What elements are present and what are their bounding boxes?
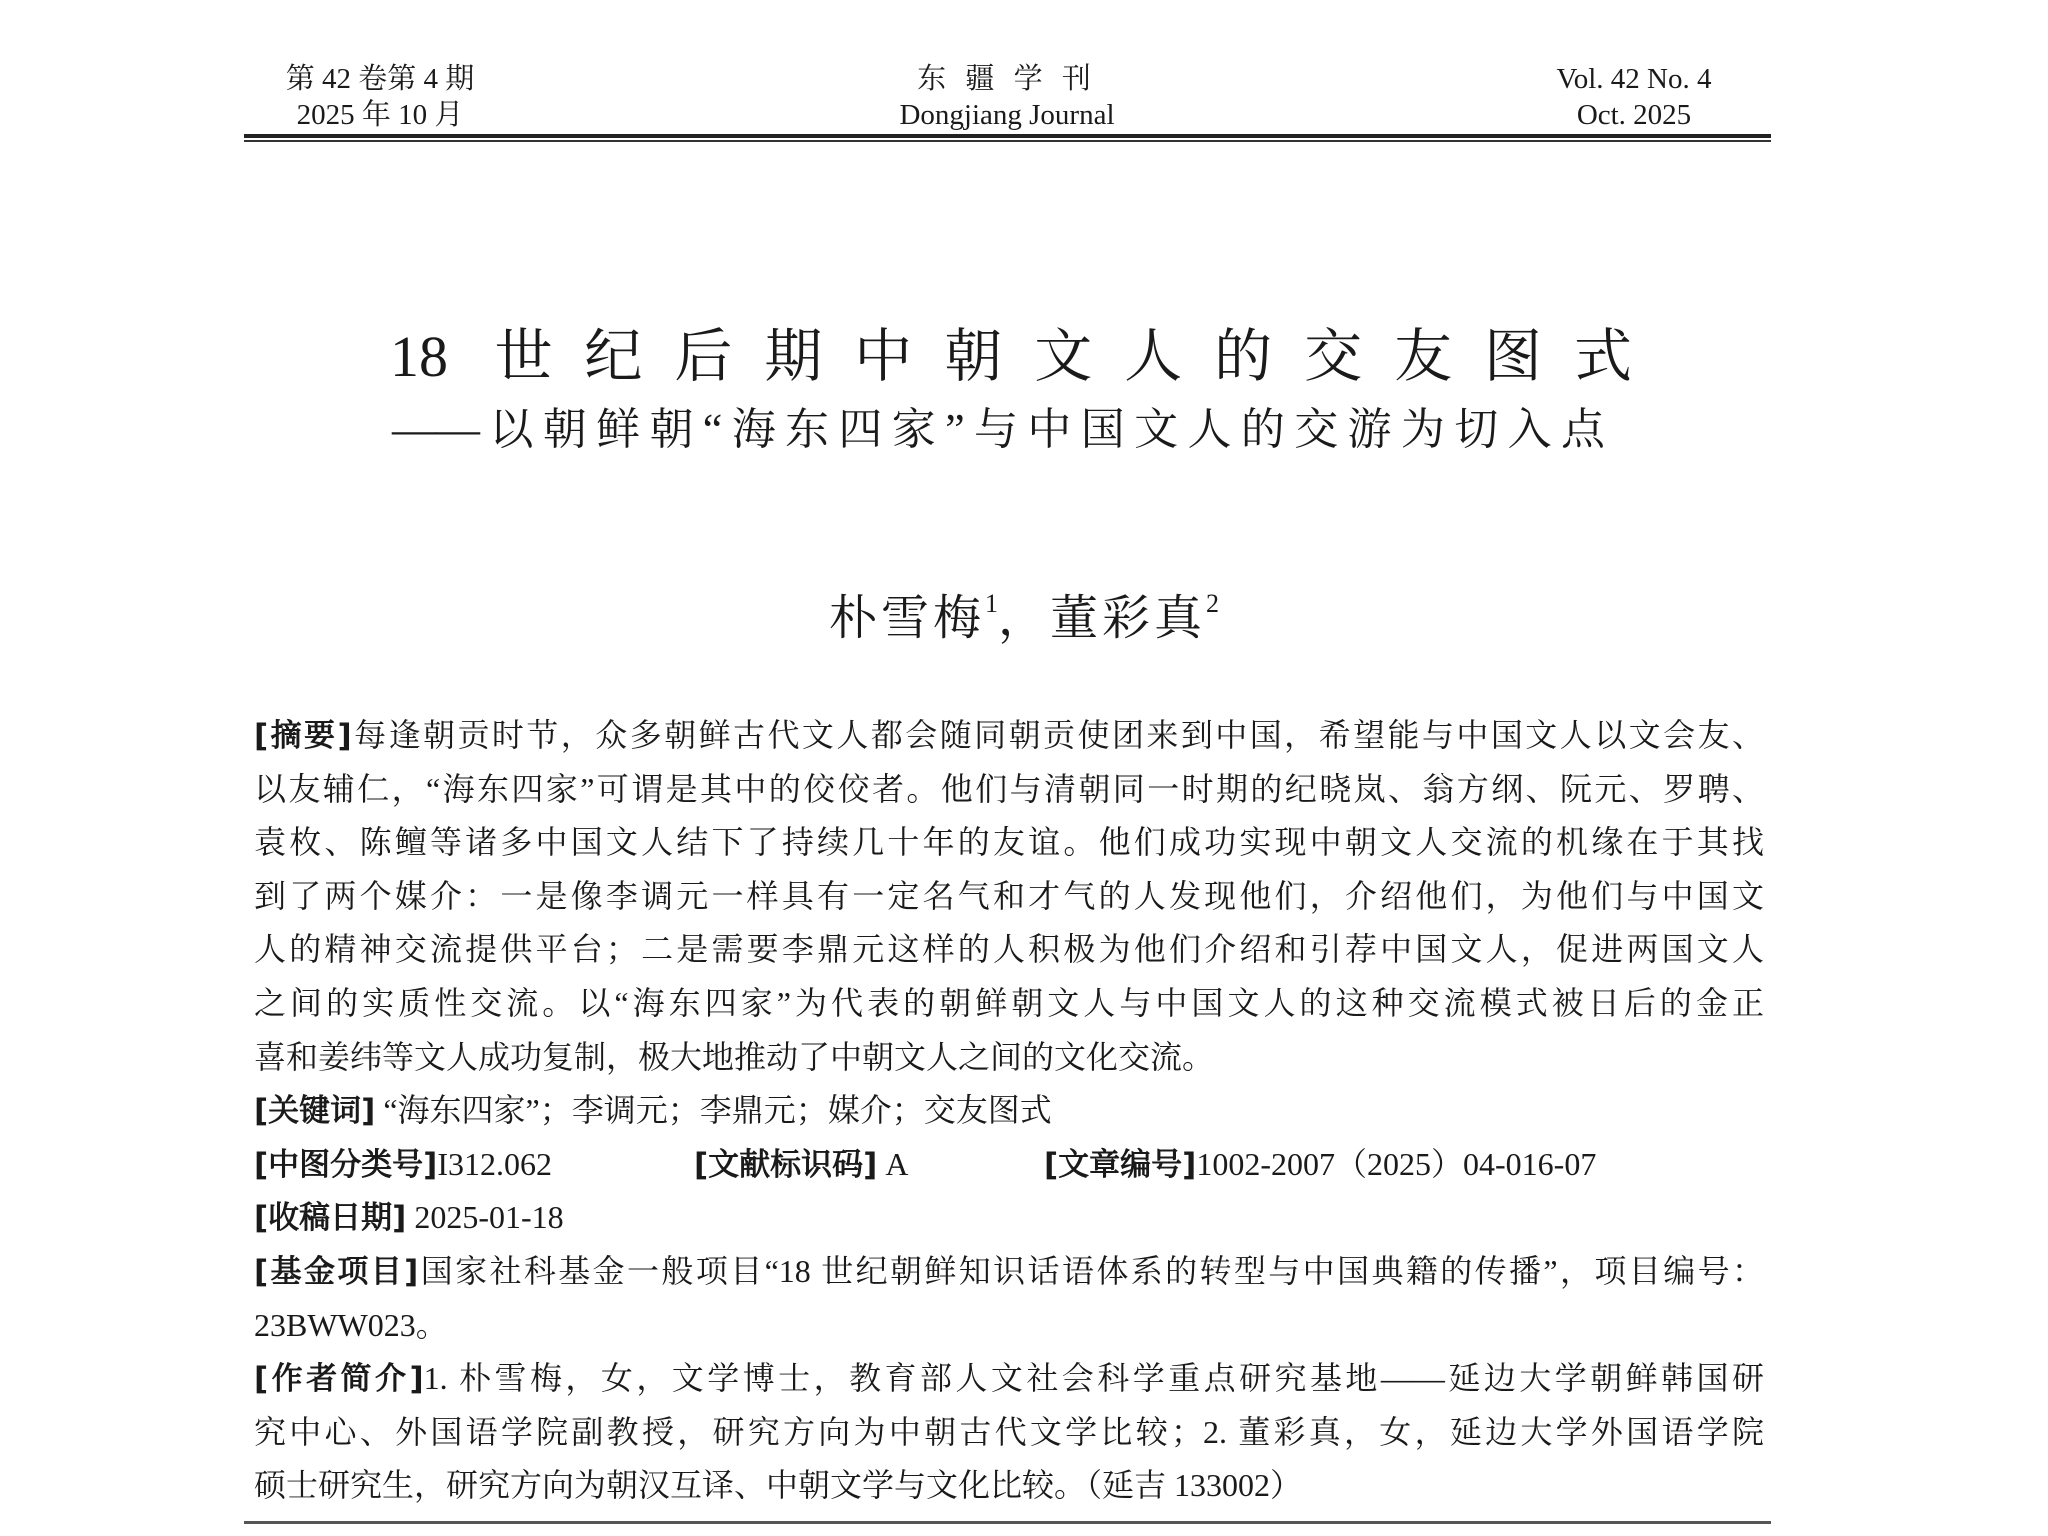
article-subtitle: ——以朝鲜朝“海东四家”与中国文人的交游为切入点 [392,405,1605,454]
journal-name-cn: 东 疆 学 刊 [917,63,1097,95]
article-no-label: [文章编号] [1044,1146,1197,1183]
volume-en: Vol. 42 No. 4 [1556,63,1712,95]
fund-line: [基金项目]国家社科基金一般项目“18 世纪朝鲜知识话语体系的转型与中国典籍的传播”，项目编号： [254,1252,1764,1290]
keywords [254,1084,1764,1138]
author-bio-line: 究中心、外国语学院副教授，研究方向为中朝古代文学比较；2. 董彩真，女，延边大学外国语学院 [254,1413,1764,1450]
doc-code-label: [文献标识码] [694,1146,878,1183]
author-affiliation: 2 [1206,589,1220,618]
author-affiliation: 1 [984,589,998,618]
author-name: 董彩真 [1050,592,1207,645]
date-en: Oct. 2025 [1576,99,1692,131]
abstract-line: 袁枚、陈鳣等诸多中国文人结下了持续几十年的友谊。他们成功实现中朝文人交流的机缘在于其找 [254,824,1764,861]
abstract-line: [摘要]每逢朝贡时节，众多朝鲜古代文人都会随同朝贡使团来到中国，希望能与中国文人以文会友、 [254,717,1764,754]
article-title: 18 世纪后期中朝文人的交友图式 [390,324,1632,389]
fund-line: 23BWW023。 [254,1306,448,1343]
received-label: [收稿日期] [254,1200,407,1237]
running-header-right [1494,61,1774,133]
abstract-line: 喜和姜纬等文人成功复制，极大地推动了中朝文人之间的文化交流。 [254,1038,1215,1075]
abstract-line: 人的精神交流提供平台；二是需要李鼎元这样的人积极为他们介绍和引荐中国文人，促进两国文人 [254,931,1764,968]
received-value: 2025-01-18 [414,1199,564,1236]
running-header-center [857,61,1157,133]
journal-name-en: Dongjiang Journal [899,99,1115,131]
clc-value: I312.062 [437,1145,552,1182]
keywords-label: [关键词] [254,1093,376,1130]
header-rule-top [244,134,1771,138]
running-header-left [250,61,510,133]
author-bio-line: [作者简介]1. 朴雪梅，女，文学博士，教育部人文社会科学重点研究基地——延边大学朝鲜韩国研 [254,1360,1764,1398]
abstract-line: 到了两个媒介：一是像李调元一样具有一定名气和才气的人发现他们，介绍他们，为他们与中国文 [254,877,1764,914]
author-name: 朴雪梅 [828,592,985,645]
abstract-line: 以友辅仁，“海东四家”可谓是其中的佼佼者。他们与清朝同一时期的纪晓岚、翁方纲、阮元、罗聘、 [254,770,1764,807]
issue-volume: 第 42 卷第 4 期 [285,63,475,95]
abstract-line: 之间的实质性交流。以“海东四家”为代表的朝鲜朝文人与中国文人的这种交流模式被日后的金正 [254,984,1764,1021]
footer-rule [244,1521,1771,1524]
author-list [0,572,2048,651]
header-rule-bottom [244,140,1771,142]
fund-label: [基金项目] [254,1253,419,1290]
abstract-label: [摘要] [254,718,352,754]
author-bio-label: [作者简介] [254,1361,424,1398]
front-matter [254,709,1764,1513]
received-date [254,1191,1764,1245]
author-bio-line: 硕士研究生，研究方向为朝汉互译、中朝文学与文化比较。（延吉 133002） [254,1467,1303,1504]
author-separator: ， [997,592,1050,645]
keywords-value: “海东四家”；李调元；李鼎元；媒介；交友图式 [383,1092,1052,1129]
issue-date: 2025 年 10 月 [296,99,464,131]
clc-label: [中图分类号] [254,1146,438,1183]
doc-code-value: A [885,1145,909,1182]
classification-row [254,1138,1764,1192]
article-no-value: 1002-2007（2025）04-016-07 [1196,1145,1597,1182]
